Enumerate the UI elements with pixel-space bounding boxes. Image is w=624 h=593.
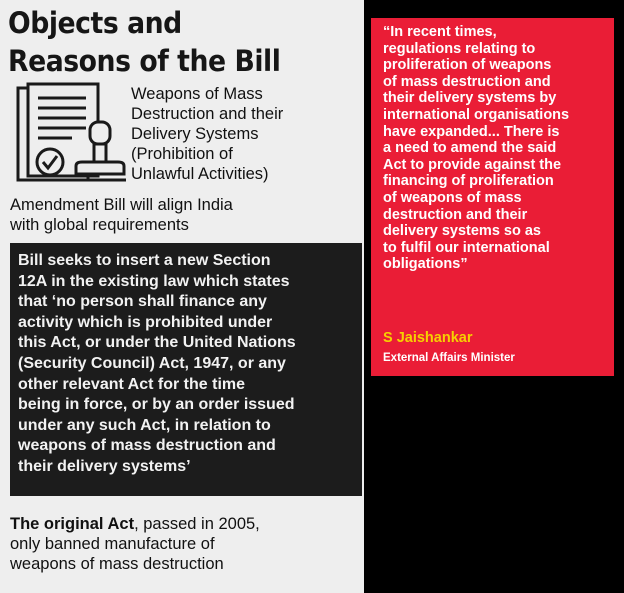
- red-quote-line: of weapons of mass: [383, 189, 522, 206]
- red-quote-line: “In recent times,: [383, 24, 497, 40]
- red-quote-line: international organisations: [383, 106, 570, 123]
- footer-line-1: [10, 514, 355, 534]
- quote-line: that ‘no person shall finance any: [18, 293, 267, 311]
- red-quote-line: their delivery systems by: [383, 90, 557, 107]
- speaker-title: External Affairs Minister: [383, 352, 515, 364]
- quote-line: this Act, or under the United Nations: [18, 334, 296, 352]
- intro-text-top: [131, 84, 361, 184]
- original-act-note: [10, 514, 355, 574]
- footer-rest-text: , passed in 2005,: [134, 515, 260, 533]
- red-quote-line: regulations relating to: [383, 40, 536, 57]
- quote-line: activity which is prohibited under: [18, 313, 273, 331]
- intro-line: (Prohibition of: [131, 145, 233, 163]
- quote-line: Bill seeks to insert a new Section: [18, 252, 271, 269]
- speaker-name: S Jaishankar: [383, 330, 473, 346]
- red-quote-line: destruction and their: [383, 206, 528, 223]
- red-quote-line: have expanded... There is: [383, 123, 560, 140]
- footer-line-3: weapons of mass destruction: [10, 555, 224, 573]
- quote-line: weapons of mass destruction and: [18, 437, 276, 455]
- quote-line: their delivery systems’: [18, 457, 191, 475]
- quote-line: other relevant Act for the time: [18, 375, 246, 393]
- document-with-seal-icon: [10, 82, 128, 194]
- red-quote-line: to fulfil our international: [383, 239, 550, 256]
- intro-line: Amendment Bill will align India: [10, 196, 233, 214]
- intro-text-bottom: [10, 195, 355, 235]
- quote-line: 12A in the existing law which states: [18, 272, 290, 290]
- intro-line: with global requirements: [10, 216, 189, 234]
- footer-bold-text: The original Act: [10, 515, 135, 533]
- red-quote-line: delivery systems so as: [383, 223, 541, 240]
- bill-section-quote-text: [18, 251, 358, 478]
- title-line-2: Reasons of the Bill: [8, 44, 281, 78]
- red-quote-line: a need to amend the said: [383, 140, 557, 157]
- quote-line: under any such Act, in relation to: [18, 416, 271, 434]
- intro-line: Destruction and their: [131, 105, 284, 123]
- quote-line: (Security Council) Act, 1947, or any: [18, 354, 286, 372]
- quote-line: being in force, or by an order issued: [18, 396, 295, 414]
- red-quote-line: financing of proliferation: [383, 173, 554, 190]
- page-title: [8, 4, 330, 80]
- red-quote-line: obligations”: [383, 256, 468, 273]
- title-line-1: Objects and: [8, 6, 182, 40]
- minister-quote-text: [383, 24, 611, 273]
- red-quote-line: of mass destruction and: [383, 73, 551, 90]
- intro-line: Unlawful Activities): [131, 165, 269, 183]
- red-quote-line: Act to provide against the: [383, 156, 562, 173]
- footer-line-2: only banned manufacture of: [10, 535, 215, 553]
- minister-quote-panel: [371, 18, 614, 376]
- intro-line: Delivery Systems: [131, 125, 259, 143]
- intro-line: Weapons of Mass: [131, 85, 263, 103]
- bill-section-quote-box: [10, 243, 362, 496]
- red-quote-line: proliferation of weapons: [383, 57, 552, 74]
